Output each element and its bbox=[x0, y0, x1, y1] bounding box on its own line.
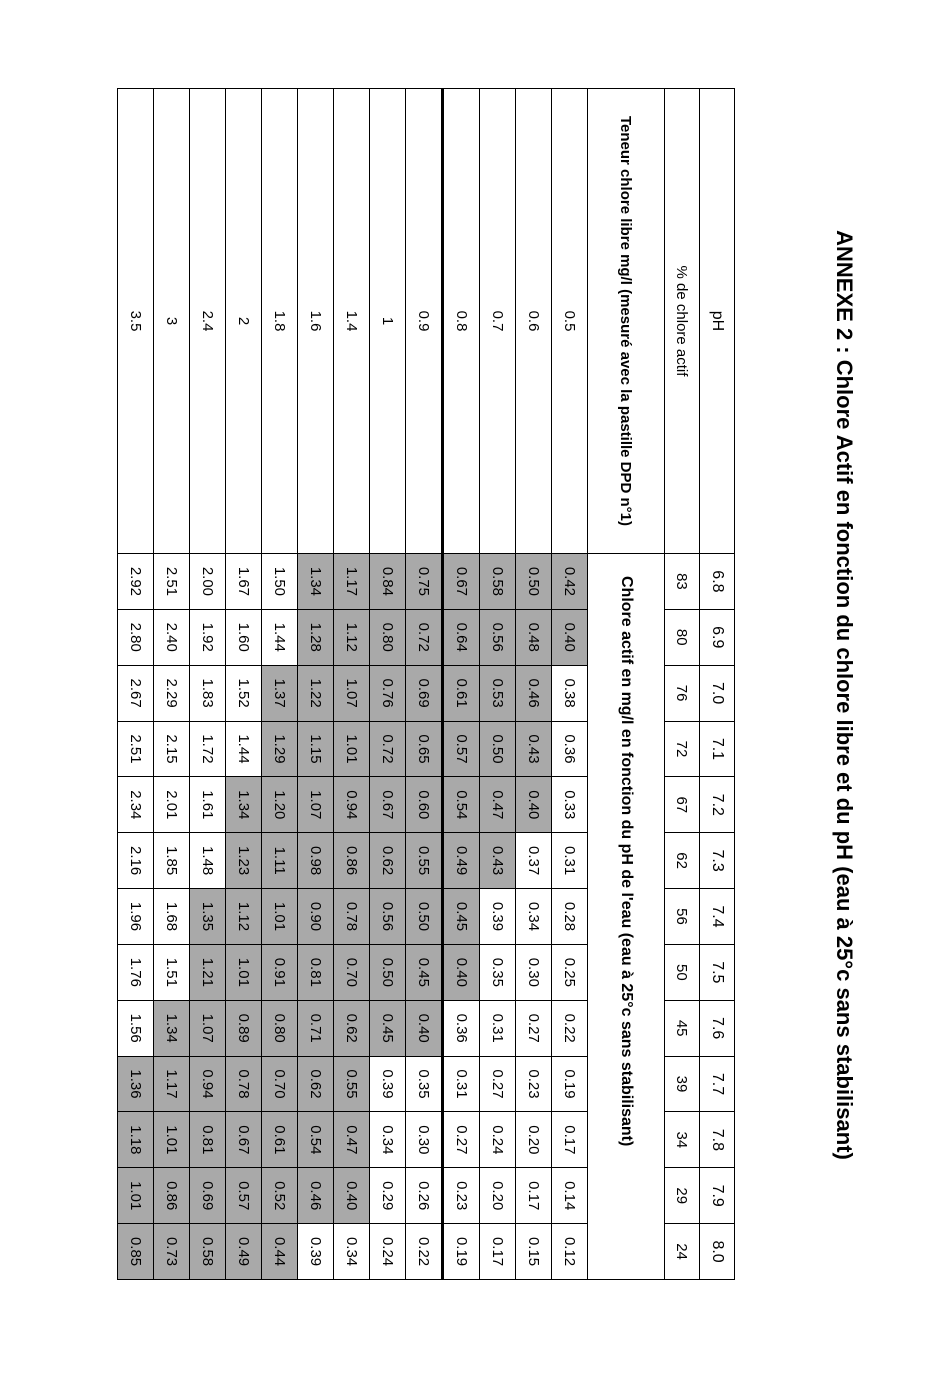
chlore-actif-cell: 0.57 bbox=[443, 721, 480, 777]
chlore-actif-cell: 0.54 bbox=[443, 777, 480, 833]
chlore-actif-cell: 1.35 bbox=[190, 889, 226, 945]
chlore-actif-cell: 1.01 bbox=[262, 889, 298, 945]
chlore-actif-cell: 0.33 bbox=[552, 777, 588, 833]
chlore-actif-cell: 1.20 bbox=[262, 777, 298, 833]
chlore-libre-value: 1.6 bbox=[298, 89, 334, 554]
chlore-actif-cell: 0.69 bbox=[406, 665, 443, 721]
pct-value: 29 bbox=[665, 1168, 700, 1224]
chlore-actif-cell: 1.67 bbox=[226, 554, 262, 610]
header-span-text: Chlore actif en mg/l en fonction du pH de l'eau (eau à 25°c sans stabilisant) bbox=[618, 576, 635, 1147]
chlore-actif-cell: 0.58 bbox=[480, 554, 516, 610]
chlore-actif-cell: 0.40 bbox=[334, 1168, 370, 1224]
chlore-actif-cell: 1.37 bbox=[262, 665, 298, 721]
chlore-actif-cell: 1.17 bbox=[334, 554, 370, 610]
chlore-actif-cell: 1.01 bbox=[226, 944, 262, 1000]
chlore-actif-cell: 0.24 bbox=[480, 1112, 516, 1168]
chlore-actif-cell: 0.50 bbox=[516, 554, 552, 610]
chlore-actif-cell: 0.64 bbox=[443, 609, 480, 665]
chlore-actif-cell: 0.94 bbox=[190, 1056, 226, 1112]
chlore-actif-cell: 1.12 bbox=[334, 609, 370, 665]
chlore-actif-cell: 1.29 bbox=[262, 721, 298, 777]
chlore-actif-cell: 0.27 bbox=[480, 1056, 516, 1112]
chlore-actif-cell: 1.56 bbox=[118, 1000, 154, 1056]
chlore-actif-cell: 0.50 bbox=[480, 721, 516, 777]
chlore-actif-cell: 0.69 bbox=[190, 1168, 226, 1224]
table-container bbox=[127, 88, 735, 1280]
chlore-actif-cell: 2.15 bbox=[154, 721, 190, 777]
ph-row bbox=[700, 89, 735, 1280]
chlore-actif-cell: 0.55 bbox=[406, 833, 443, 889]
ph-label: pH bbox=[700, 89, 735, 554]
chlore-actif-cell: 1.72 bbox=[190, 721, 226, 777]
chlore-libre-value: 0.8 bbox=[443, 89, 480, 554]
ph-value: 7.8 bbox=[700, 1112, 735, 1168]
chlore-actif-cell: 0.67 bbox=[370, 777, 406, 833]
chlore-actif-cell: 1.15 bbox=[298, 721, 334, 777]
chlore-actif-cell: 0.35 bbox=[480, 944, 516, 1000]
chlore-actif-cell: 0.27 bbox=[516, 1000, 552, 1056]
chlore-actif-cell: 0.80 bbox=[370, 609, 406, 665]
chlore-actif-cell: 1.12 bbox=[226, 889, 262, 945]
chlore-actif-cell: 1.76 bbox=[118, 944, 154, 1000]
chlore-actif-cell: 1.21 bbox=[190, 944, 226, 1000]
ph-value: 7.2 bbox=[700, 777, 735, 833]
teneur-label: Teneur chlore libre mg/l (mesuré avec la pastille DPD n°1) bbox=[617, 115, 635, 527]
chlore-actif-cell: 0.52 bbox=[262, 1168, 298, 1224]
chlore-actif-cell: 0.94 bbox=[334, 777, 370, 833]
chlore-libre-value: 0.6 bbox=[516, 89, 552, 554]
chlore-actif-cell: 0.48 bbox=[516, 609, 552, 665]
chlore-actif-cell: 0.49 bbox=[226, 1224, 262, 1280]
ph-value: 8.0 bbox=[700, 1224, 735, 1280]
chlore-actif-cell: 0.53 bbox=[480, 665, 516, 721]
chlore-actif-cell: 1.34 bbox=[226, 777, 262, 833]
chlore-actif-cell: 1.28 bbox=[298, 609, 334, 665]
chlore-actif-cell: 2.92 bbox=[118, 554, 154, 610]
chlore-actif-cell: 0.50 bbox=[370, 944, 406, 1000]
pct-value: 80 bbox=[665, 609, 700, 665]
pct-value: 45 bbox=[665, 1000, 700, 1056]
chlore-actif-cell: 0.58 bbox=[190, 1224, 226, 1280]
chlore-libre-value: 0.5 bbox=[552, 89, 588, 554]
chlore-actif-cell: 2.51 bbox=[118, 721, 154, 777]
pct-value: 83 bbox=[665, 554, 700, 610]
chlore-libre-value: 0.7 bbox=[480, 89, 516, 554]
chlore-actif-cell: 0.40 bbox=[516, 777, 552, 833]
chlore-libre-value: 1.4 bbox=[334, 89, 370, 554]
chlore-actif-cell: 0.44 bbox=[262, 1224, 298, 1280]
pct-value: 56 bbox=[665, 889, 700, 945]
chlore-actif-cell: 2.40 bbox=[154, 609, 190, 665]
chlore-actif-cell: 0.43 bbox=[480, 833, 516, 889]
chlore-actif-cell: 0.81 bbox=[190, 1112, 226, 1168]
page-title: ANNEXE 2 : Chlore Actif en fonction du chlore libre et du pH (eau à 25°c sans stabilisant) bbox=[832, 230, 857, 1160]
chlore-actif-cell: 0.46 bbox=[516, 665, 552, 721]
pct-value: 62 bbox=[665, 833, 700, 889]
chlore-actif-cell: 2.34 bbox=[118, 777, 154, 833]
chlore-actif-cell: 0.17 bbox=[480, 1224, 516, 1280]
table-row bbox=[516, 89, 552, 1280]
chlore-actif-cell: 0.40 bbox=[406, 1000, 443, 1056]
chlore-actif-cell: 0.50 bbox=[406, 889, 443, 945]
pct-value: 50 bbox=[665, 944, 700, 1000]
chlore-actif-cell: 0.45 bbox=[443, 889, 480, 945]
chlore-actif-cell: 1.48 bbox=[190, 833, 226, 889]
chlore-actif-cell: 0.62 bbox=[298, 1056, 334, 1112]
chlore-actif-cell: 1.07 bbox=[334, 665, 370, 721]
chlore-actif-cell: 1.22 bbox=[298, 665, 334, 721]
ph-value: 7.0 bbox=[700, 665, 735, 721]
chlore-actif-cell: 1.07 bbox=[298, 777, 334, 833]
chlore-actif-cell: 1.11 bbox=[262, 833, 298, 889]
chlore-actif-cell: 1.61 bbox=[190, 777, 226, 833]
chlore-actif-cell: 2.16 bbox=[118, 833, 154, 889]
chlore-actif-cell: 0.62 bbox=[334, 1000, 370, 1056]
chlore-actif-cell: 0.47 bbox=[334, 1112, 370, 1168]
table-row bbox=[298, 89, 334, 1280]
chlore-actif-cell: 0.47 bbox=[480, 777, 516, 833]
chlore-libre-value: 0.9 bbox=[406, 89, 443, 554]
chlore-actif-cell: 0.39 bbox=[480, 889, 516, 945]
chlore-actif-cell: 0.17 bbox=[552, 1112, 588, 1168]
chlore-actif-cell: 1.23 bbox=[226, 833, 262, 889]
chlore-actif-cell: 0.76 bbox=[370, 665, 406, 721]
chlore-actif-cell: 0.78 bbox=[334, 889, 370, 945]
chlore-actif-cell: 0.27 bbox=[443, 1112, 480, 1168]
chlore-actif-cell: 0.70 bbox=[262, 1056, 298, 1112]
chlore-actif-cell: 0.45 bbox=[370, 1000, 406, 1056]
chlore-actif-cell: 0.34 bbox=[370, 1112, 406, 1168]
chlore-libre-value: 3.5 bbox=[118, 89, 154, 554]
chlore-actif-cell: 0.20 bbox=[516, 1112, 552, 1168]
pct-label: % de chlore actif bbox=[665, 89, 700, 554]
chlore-actif-cell: 0.19 bbox=[443, 1224, 480, 1280]
chlore-actif-cell: 0.98 bbox=[298, 833, 334, 889]
chlore-actif-cell: 0.56 bbox=[480, 609, 516, 665]
chlore-actif-cell: 2.29 bbox=[154, 665, 190, 721]
chlore-actif-cell: 0.22 bbox=[552, 1000, 588, 1056]
chlore-actif-cell: 0.30 bbox=[406, 1112, 443, 1168]
chlore-actif-cell: 0.23 bbox=[516, 1056, 552, 1112]
chlore-actif-cell: 1.01 bbox=[154, 1112, 190, 1168]
chlore-actif-cell: 0.31 bbox=[552, 833, 588, 889]
chlore-libre-value: 1.8 bbox=[262, 89, 298, 554]
chlore-actif-cell: 0.49 bbox=[443, 833, 480, 889]
chlore-actif-cell: 0.14 bbox=[552, 1168, 588, 1224]
chlore-actif-cell: 0.34 bbox=[334, 1224, 370, 1280]
chlore-libre-value: 2 bbox=[226, 89, 262, 554]
ph-value: 7.6 bbox=[700, 1000, 735, 1056]
chlore-actif-cell: 0.42 bbox=[552, 554, 588, 610]
chlore-actif-cell: 0.36 bbox=[552, 721, 588, 777]
chlore-libre-value: 3 bbox=[154, 89, 190, 554]
table-row bbox=[226, 89, 262, 1280]
chlore-actif-table bbox=[117, 88, 735, 1280]
chlore-actif-cell: 1.34 bbox=[298, 554, 334, 610]
ph-value: 6.8 bbox=[700, 554, 735, 610]
chlore-actif-cell: 1.18 bbox=[118, 1112, 154, 1168]
chlore-actif-cell: 0.70 bbox=[334, 944, 370, 1000]
chlore-actif-cell: 0.38 bbox=[552, 665, 588, 721]
chlore-actif-cell: 0.17 bbox=[516, 1168, 552, 1224]
chlore-actif-cell: 0.71 bbox=[298, 1000, 334, 1056]
chlore-actif-cell: 0.43 bbox=[516, 721, 552, 777]
teneur-label-cell bbox=[588, 89, 665, 554]
chlore-actif-cell: 0.12 bbox=[552, 1224, 588, 1280]
pct-value: 76 bbox=[665, 665, 700, 721]
chlore-actif-cell: 2.00 bbox=[190, 554, 226, 610]
chlore-actif-cell: 1.44 bbox=[262, 609, 298, 665]
table-row bbox=[370, 89, 406, 1280]
chlore-actif-cell: 0.61 bbox=[443, 665, 480, 721]
chlore-actif-cell: 0.65 bbox=[406, 721, 443, 777]
chlore-actif-cell: 2.67 bbox=[118, 665, 154, 721]
chlore-actif-cell: 2.01 bbox=[154, 777, 190, 833]
ph-value: 6.9 bbox=[700, 609, 735, 665]
chlore-actif-cell: 0.86 bbox=[334, 833, 370, 889]
chlore-actif-cell: 1.51 bbox=[154, 944, 190, 1000]
chlore-actif-cell: 0.31 bbox=[443, 1056, 480, 1112]
chlore-actif-cell: 0.78 bbox=[226, 1056, 262, 1112]
table-row bbox=[443, 89, 480, 1280]
table-row bbox=[154, 89, 190, 1280]
chlore-actif-cell: 0.75 bbox=[406, 554, 443, 610]
chlore-actif-cell: 2.51 bbox=[154, 554, 190, 610]
chlore-actif-cell: 0.31 bbox=[480, 1000, 516, 1056]
chlore-actif-cell: 1.83 bbox=[190, 665, 226, 721]
chlore-actif-cell: 0.24 bbox=[370, 1224, 406, 1280]
chlore-actif-cell: 0.80 bbox=[262, 1000, 298, 1056]
chlore-actif-cell: 1.36 bbox=[118, 1056, 154, 1112]
ph-value: 7.9 bbox=[700, 1168, 735, 1224]
chlore-actif-cell: 1.07 bbox=[190, 1000, 226, 1056]
chlore-actif-cell: 0.56 bbox=[370, 889, 406, 945]
pct-value: 39 bbox=[665, 1056, 700, 1112]
pct-value: 34 bbox=[665, 1112, 700, 1168]
chlore-actif-cell: 0.37 bbox=[516, 833, 552, 889]
chlore-actif-cell: 1.52 bbox=[226, 665, 262, 721]
header-span-cell bbox=[588, 554, 665, 1280]
chlore-actif-cell: 1.44 bbox=[226, 721, 262, 777]
chlore-actif-cell: 0.61 bbox=[262, 1112, 298, 1168]
chlore-libre-value: 2.4 bbox=[190, 89, 226, 554]
ph-value: 7.7 bbox=[700, 1056, 735, 1112]
chlore-actif-cell: 0.85 bbox=[118, 1224, 154, 1280]
chlore-actif-cell: 1.01 bbox=[334, 721, 370, 777]
chlore-actif-cell: 0.84 bbox=[370, 554, 406, 610]
chlore-actif-cell: 0.15 bbox=[516, 1224, 552, 1280]
chlore-actif-cell: 1.01 bbox=[118, 1168, 154, 1224]
ph-value: 7.3 bbox=[700, 833, 735, 889]
chlore-actif-cell: 0.36 bbox=[443, 1000, 480, 1056]
chlore-actif-cell: 0.23 bbox=[443, 1168, 480, 1224]
chlore-actif-cell: 0.39 bbox=[370, 1056, 406, 1112]
chlore-actif-cell: 0.67 bbox=[226, 1112, 262, 1168]
ph-value: 7.5 bbox=[700, 944, 735, 1000]
chlore-actif-cell: 1.34 bbox=[154, 1000, 190, 1056]
chlore-actif-cell: 0.81 bbox=[298, 944, 334, 1000]
chlore-actif-cell: 0.57 bbox=[226, 1168, 262, 1224]
chlore-actif-cell: 0.62 bbox=[370, 833, 406, 889]
chlore-actif-cell: 1.96 bbox=[118, 889, 154, 945]
header-row bbox=[588, 89, 665, 1280]
chlore-actif-cell: 0.54 bbox=[298, 1112, 334, 1168]
chlore-actif-cell: 1.92 bbox=[190, 609, 226, 665]
chlore-actif-cell: 0.55 bbox=[334, 1056, 370, 1112]
chlore-actif-cell: 0.39 bbox=[298, 1224, 334, 1280]
chlore-actif-cell: 0.28 bbox=[552, 889, 588, 945]
chlore-actif-cell: 0.19 bbox=[552, 1056, 588, 1112]
pct-row bbox=[665, 89, 700, 1280]
table-row bbox=[552, 89, 588, 1280]
chlore-actif-cell: 1.17 bbox=[154, 1056, 190, 1112]
chlore-actif-cell: 2.80 bbox=[118, 609, 154, 665]
chlore-actif-cell: 0.67 bbox=[443, 554, 480, 610]
chlore-actif-cell: 0.73 bbox=[154, 1224, 190, 1280]
chlore-actif-cell: 0.26 bbox=[406, 1168, 443, 1224]
table-row bbox=[118, 89, 154, 1280]
pct-value: 67 bbox=[665, 777, 700, 833]
table-row bbox=[334, 89, 370, 1280]
pct-value: 24 bbox=[665, 1224, 700, 1280]
chlore-actif-cell: 0.91 bbox=[262, 944, 298, 1000]
chlore-actif-cell: 0.35 bbox=[406, 1056, 443, 1112]
chlore-libre-value: 1 bbox=[370, 89, 406, 554]
chlore-actif-cell: 1.85 bbox=[154, 833, 190, 889]
chlore-actif-cell: 0.30 bbox=[516, 944, 552, 1000]
ph-value: 7.1 bbox=[700, 721, 735, 777]
table-row bbox=[190, 89, 226, 1280]
chlore-actif-cell: 0.22 bbox=[406, 1224, 443, 1280]
ph-value: 7.4 bbox=[700, 889, 735, 945]
chlore-actif-cell: 0.72 bbox=[370, 721, 406, 777]
chlore-actif-cell: 0.72 bbox=[406, 609, 443, 665]
chlore-actif-cell: 1.60 bbox=[226, 609, 262, 665]
table-row bbox=[406, 89, 443, 1280]
table-row bbox=[480, 89, 516, 1280]
chlore-actif-cell: 0.40 bbox=[443, 944, 480, 1000]
chlore-actif-cell: 0.34 bbox=[516, 889, 552, 945]
pct-value: 72 bbox=[665, 721, 700, 777]
chlore-actif-cell: 0.29 bbox=[370, 1168, 406, 1224]
chlore-actif-cell: 0.89 bbox=[226, 1000, 262, 1056]
table-row bbox=[262, 89, 298, 1280]
chlore-actif-cell: 0.25 bbox=[552, 944, 588, 1000]
chlore-actif-cell: 0.86 bbox=[154, 1168, 190, 1224]
chlore-actif-cell: 0.40 bbox=[552, 609, 588, 665]
chlore-actif-cell: 1.50 bbox=[262, 554, 298, 610]
chlore-actif-cell: 0.90 bbox=[298, 889, 334, 945]
chlore-actif-cell: 0.45 bbox=[406, 944, 443, 1000]
chlore-actif-cell: 0.60 bbox=[406, 777, 443, 833]
chlore-actif-cell: 0.20 bbox=[480, 1168, 516, 1224]
chlore-actif-cell: 0.46 bbox=[298, 1168, 334, 1224]
chlore-actif-cell: 1.68 bbox=[154, 889, 190, 945]
